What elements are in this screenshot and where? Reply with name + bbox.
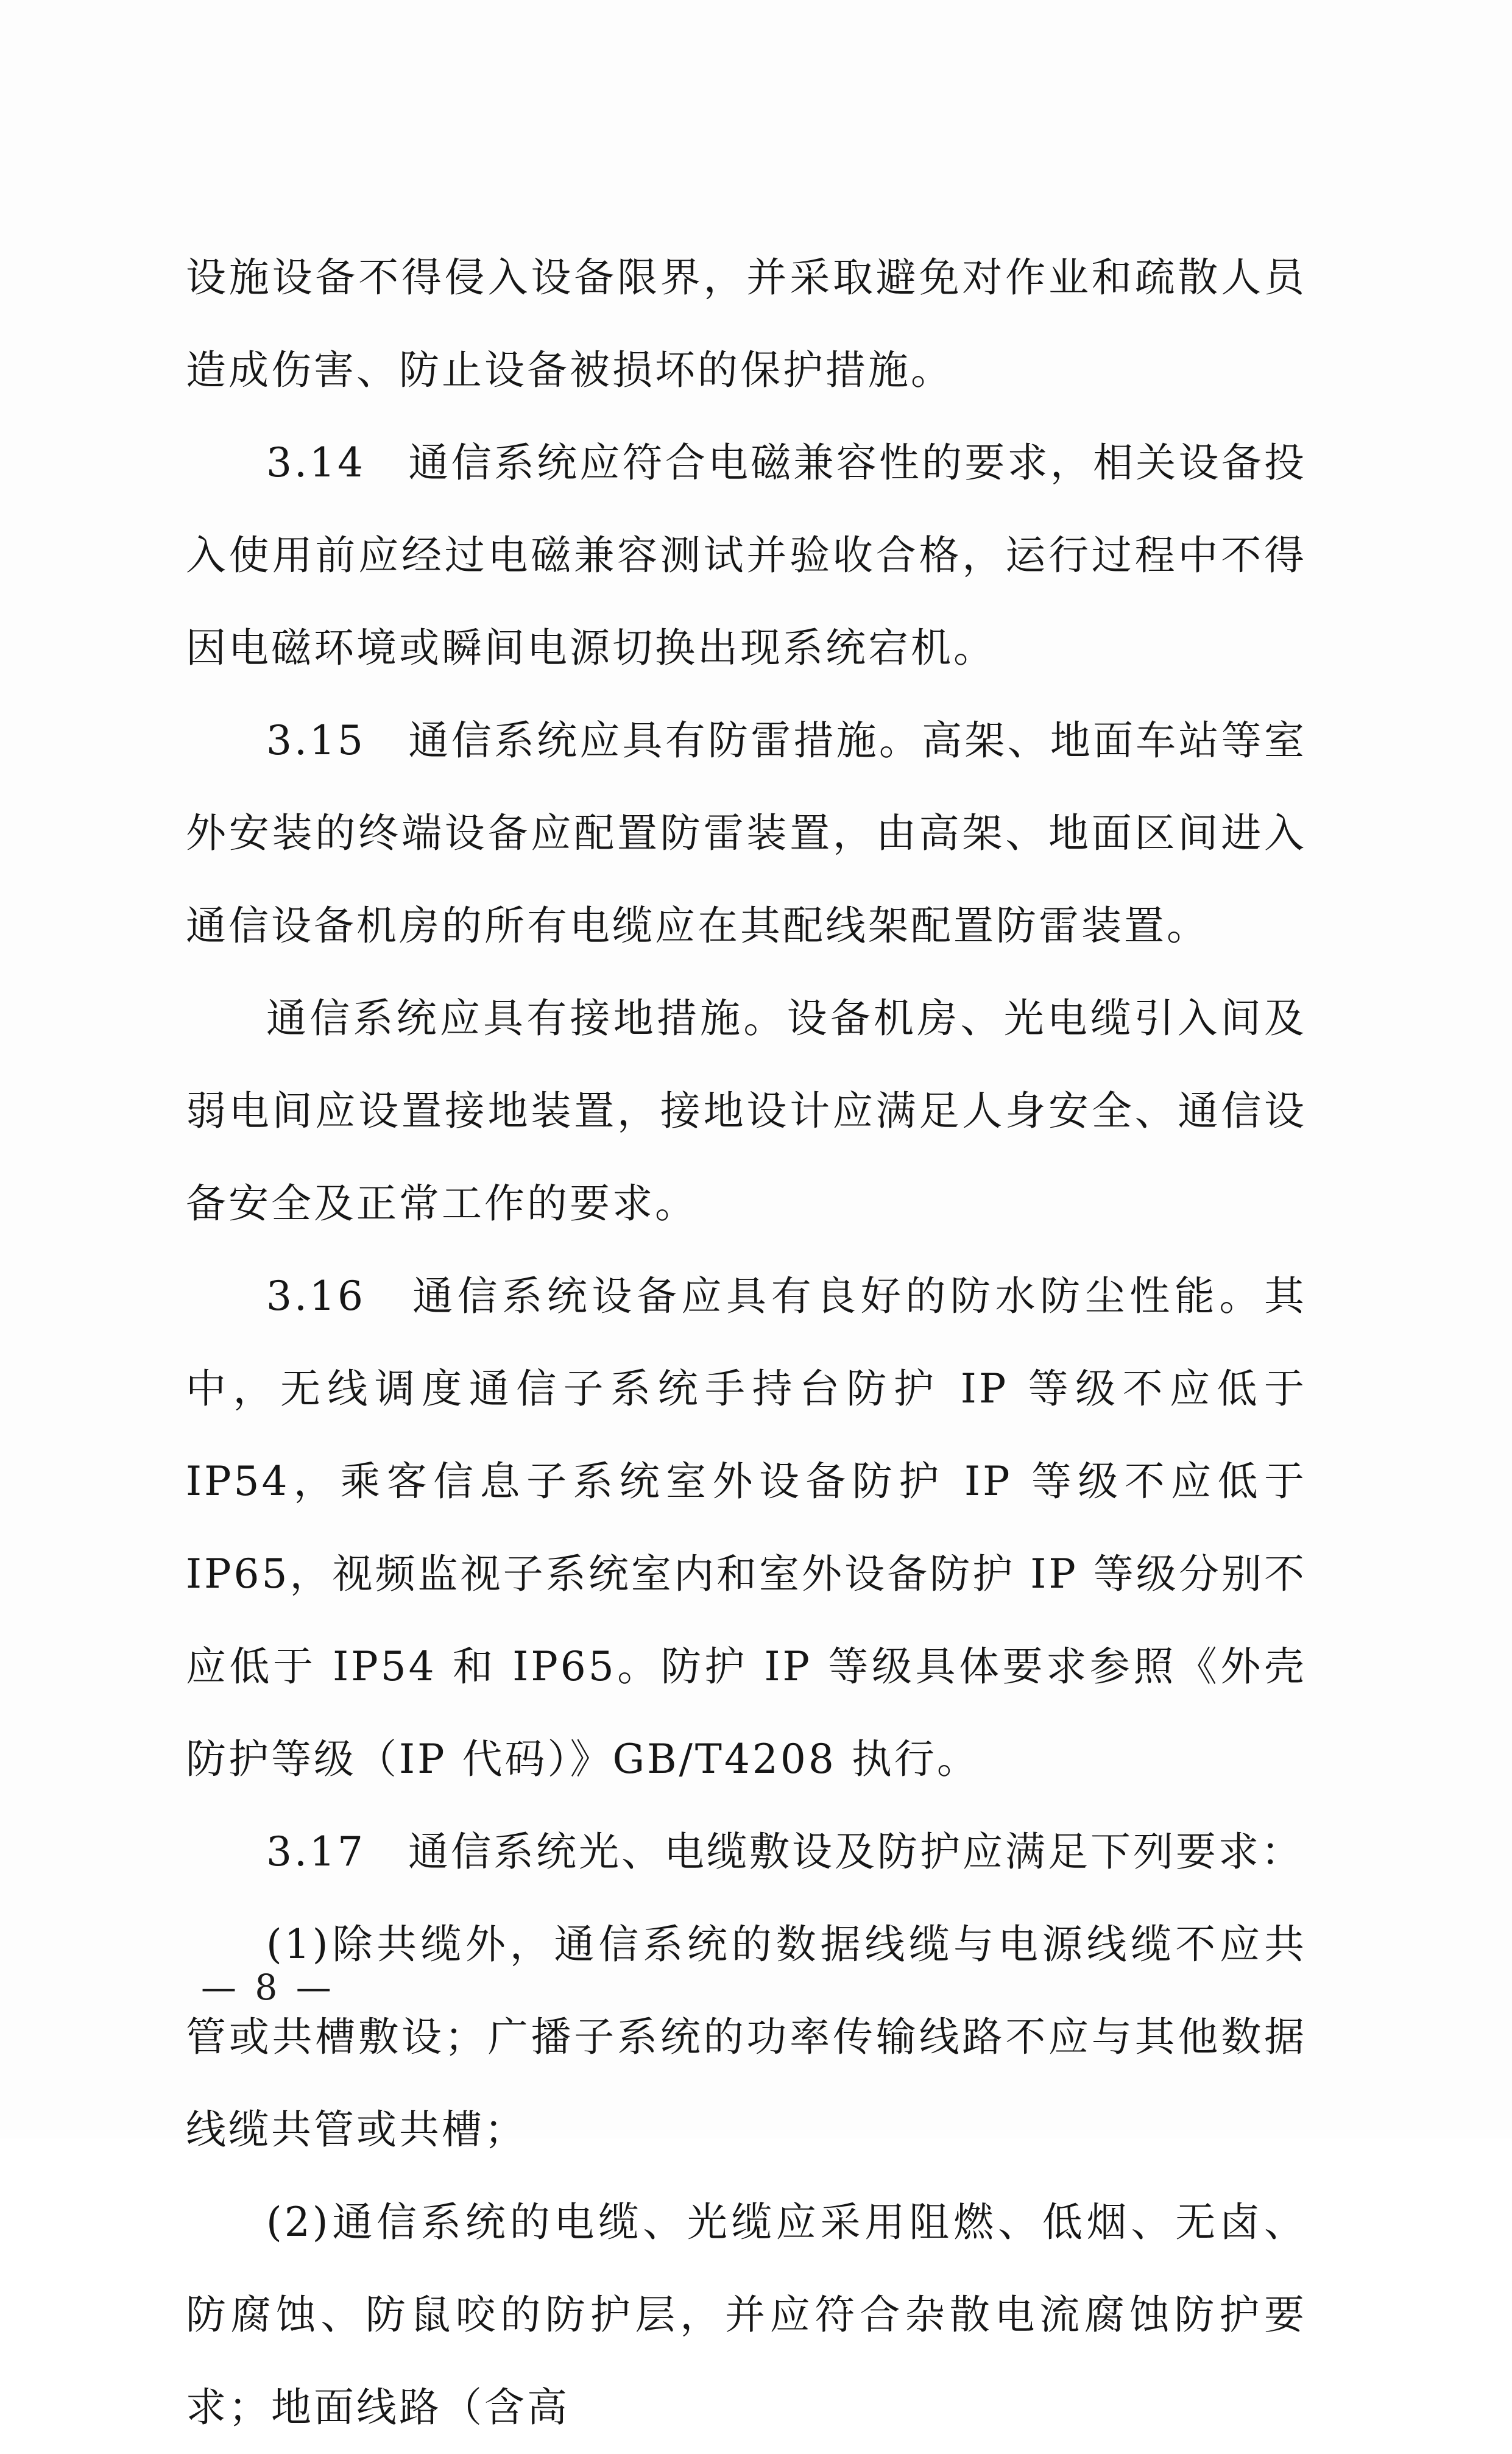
paragraph-3-14: 3.14 通信系统应符合电磁兼容性的要求，相关设备投入使用前应经过电磁兼容测试并验收合格，运行过程中不得因电磁环境或瞬间电源切换出现系统宕机。	[186, 439, 1307, 671]
list-item-2: (2)通信系统的电缆、光缆应采用阻燃、低烟、无卤、防腐蚀、防鼠咬的防护层，并应符合杂散电流腐蚀防护要求；地面线路（含高	[186, 2199, 1307, 2431]
document-body	[186, 232, 1307, 2454]
list-item-1: (1)除共缆外，通信系统的数据线缆与电源线缆不应共管或共槽敷设；广播子系统的功率传输线路不应与其他数据线缆共管或共槽；	[186, 1921, 1307, 2153]
paragraph-3-16: 3.16 通信系统设备应具有良好的防水防尘性能。其中，无线调度通信子系统手持台防护 IP 等级不应低于 IP54，乘客信息子系统室外设备防护 IP 等级不应低于 IP65，视频监视子系统室内和室外设备防护 IP 等级分别不应低于 IP54 和 IP65。防护 IP 等级具体要求参照《外壳防护等级（IP 代码）》GB/T4208 执行。	[186, 1273, 1307, 1783]
page-number: — 8 —	[201, 1967, 335, 2008]
paragraph-3-17: 3.17 通信系统光、电缆敷设及防护应满足下列要求：	[266, 1828, 1304, 1875]
paragraph-3-15: 3.15 通信系统应具有防雷措施。高架、地面车站等室外安装的终端设备应配置防雷装置，由高架、地面区间进入通信设备机房的所有电缆应在其配线架配置防雷装置。	[186, 717, 1307, 949]
paragraph-continuation: 设施设备不得侵入设备限界，并采取避免对作业和疏散人员造成伤害、防止设备被损坏的保护措施。	[186, 254, 1307, 394]
paragraph-grounding: 通信系统应具有接地措施。设备机房、光电缆引入间及弱电间应设置接地装置，接地设计应满足人身安全、通信设备安全及正常工作的要求。	[186, 995, 1307, 1227]
